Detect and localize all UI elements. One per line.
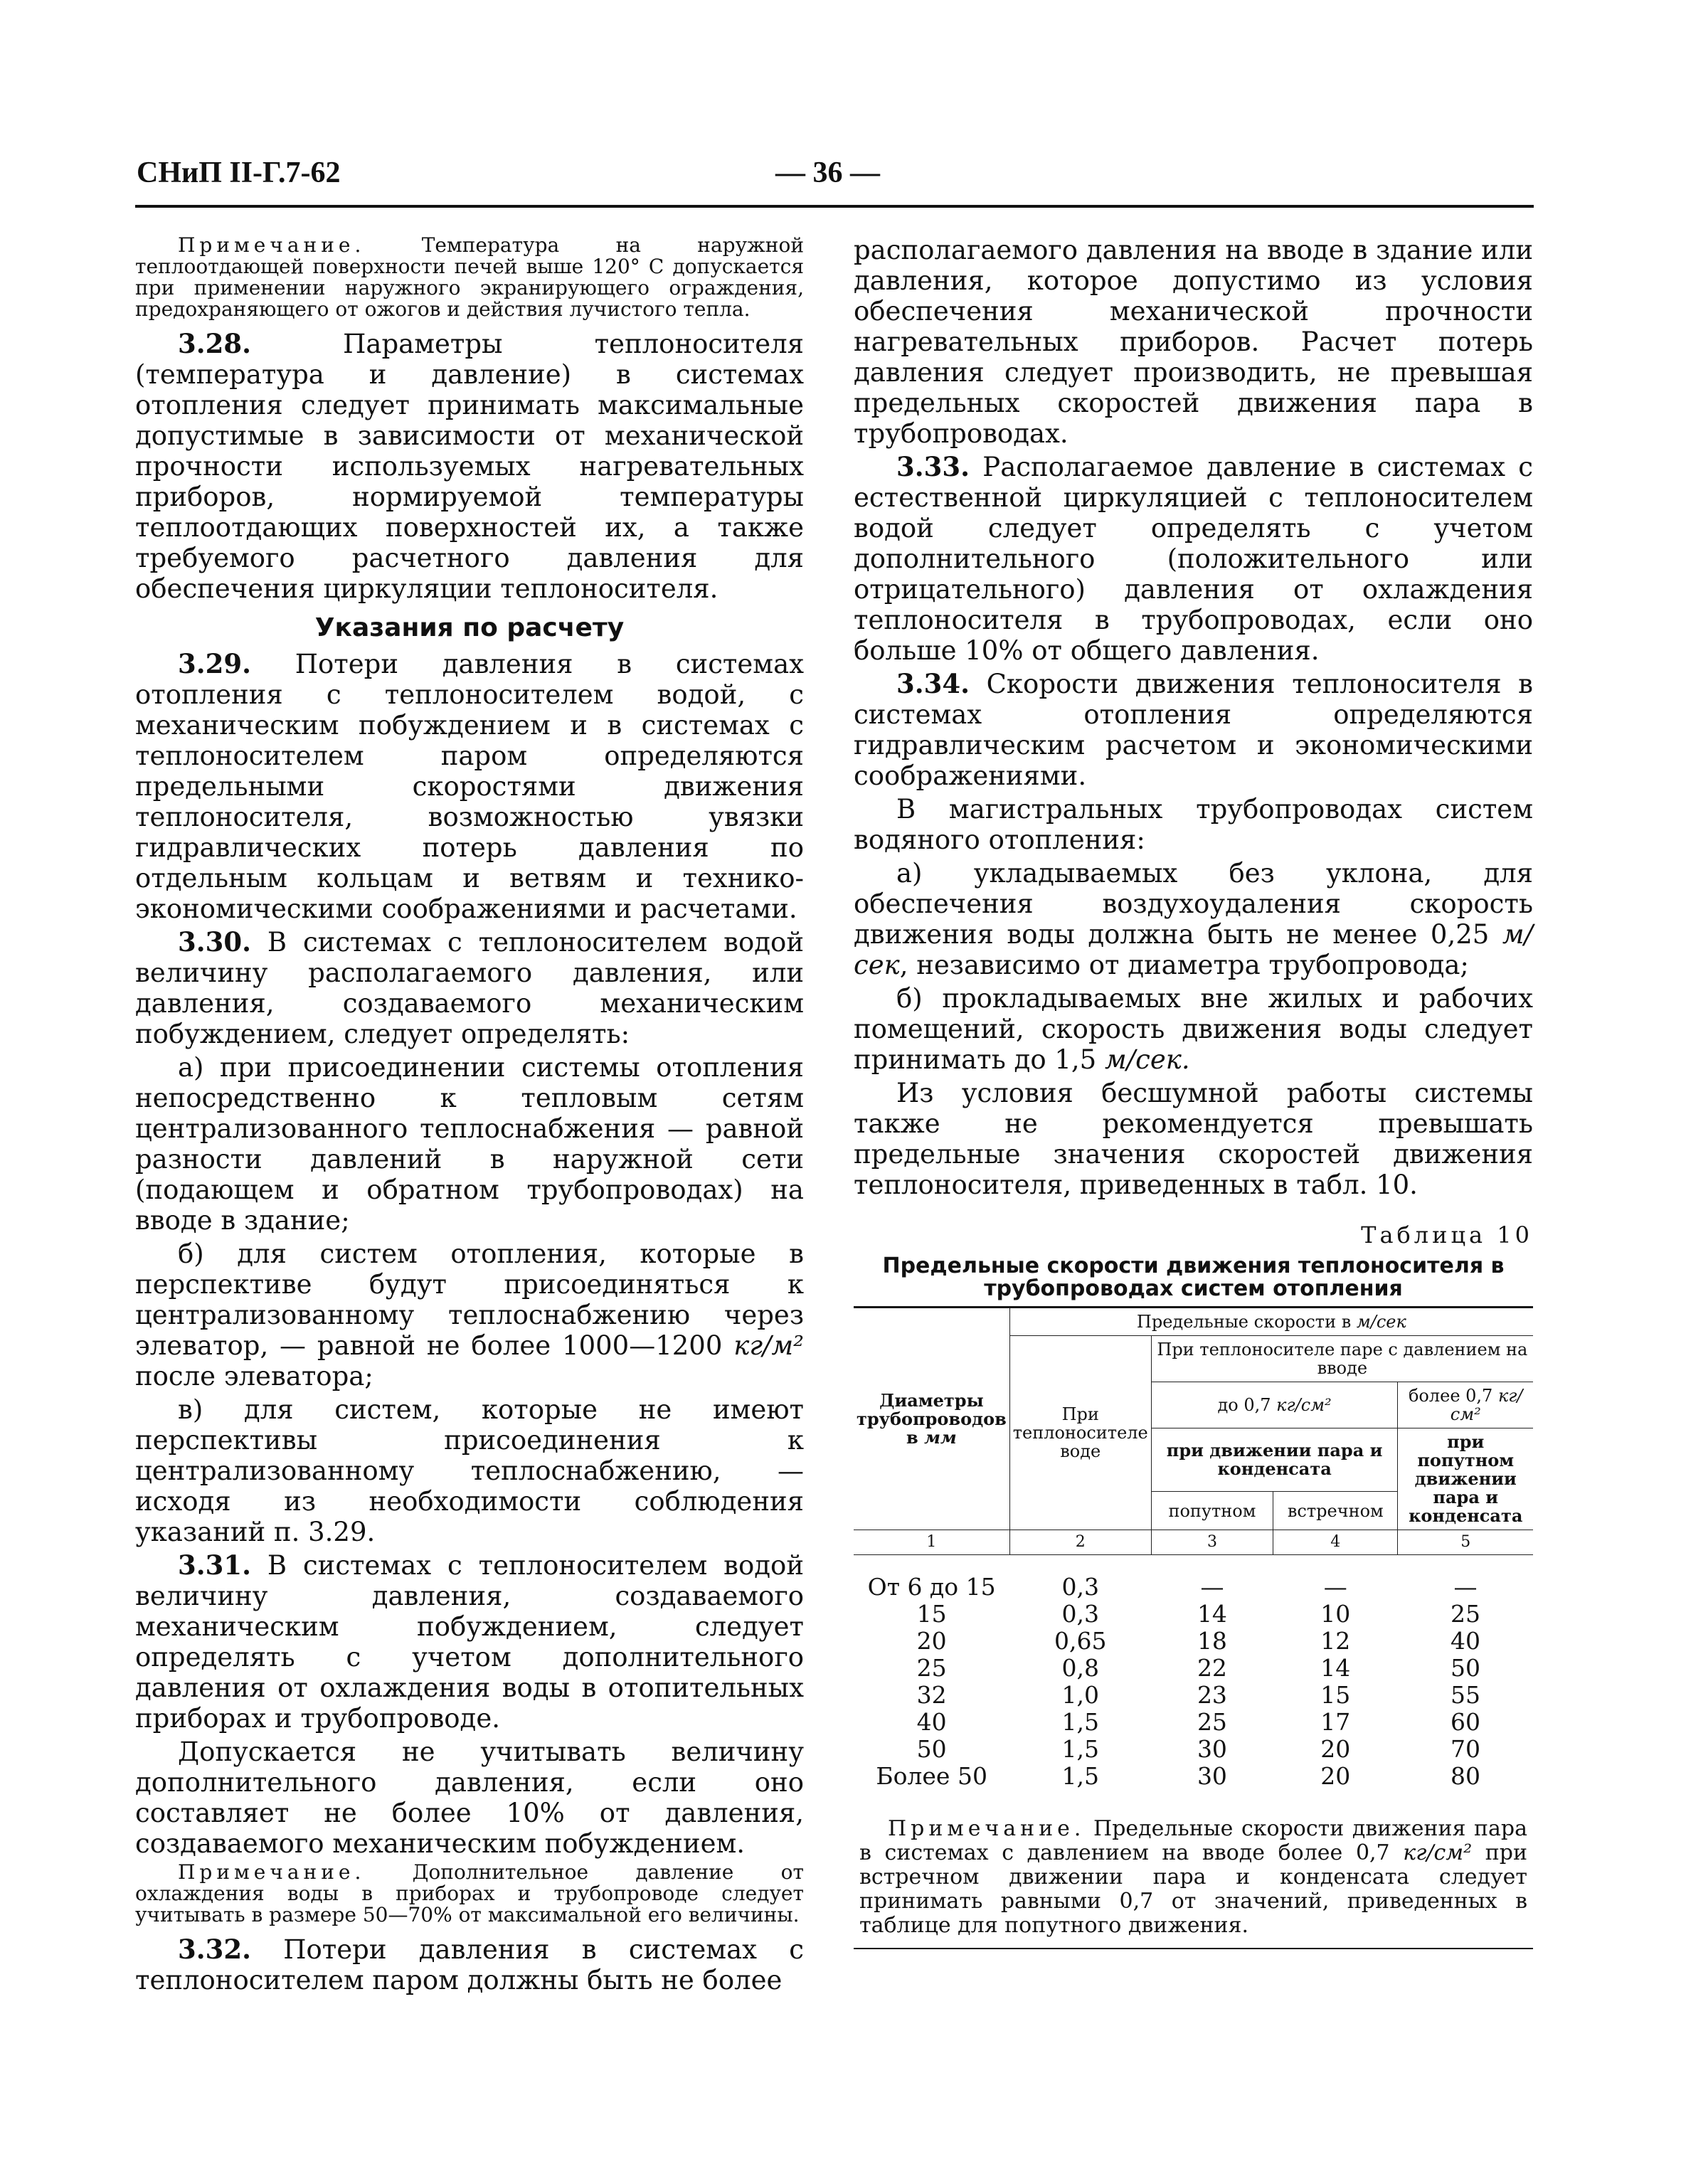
table-row xyxy=(854,1763,1533,1804)
table-cell: 17 xyxy=(1320,1708,1351,1736)
document-code: СНиП II-Г.7-62 xyxy=(137,157,341,189)
table-cell: Более 50 xyxy=(876,1762,987,1790)
table-row xyxy=(854,1682,1533,1709)
header-cocurrent: при попутном движении пара и конденсата xyxy=(1398,1428,1533,1530)
table-cell: 20 xyxy=(1320,1735,1351,1763)
clause-number: 3.33. xyxy=(896,451,970,482)
note-text: Предельные скорости движения пара в системах с давлением на вводе более 0,7 xyxy=(859,1816,1527,1865)
header-water: При теплоносителе воде xyxy=(1009,1336,1151,1530)
clause-text: В системах с теплоносителем водой величину располагаемого давления, или давления, создаваемого механическим побуждением, следует определять: xyxy=(135,927,804,1049)
paragraph-3-30-a: а) при присоединении системы отопления непосредственно к тепловым сетям централизованного теплоснабжения — равной разности давлений в наружной сети (подающем и обратном трубопроводах) на вводе в здание; xyxy=(135,1052,804,1236)
table-cell: 15 xyxy=(916,1600,947,1628)
table-cell: — xyxy=(1200,1573,1224,1601)
column-number: 3 xyxy=(1151,1530,1273,1555)
paragraph-3-29 xyxy=(135,649,804,924)
note-label: Примечание. xyxy=(178,233,366,257)
table-cell: 25 xyxy=(1450,1600,1480,1628)
column-number: 2 xyxy=(1009,1530,1151,1555)
table-cell: 1,5 xyxy=(1061,1735,1099,1763)
table-cell: 50 xyxy=(916,1735,947,1763)
column-number: 1 xyxy=(854,1530,1009,1555)
table-cell: 0,3 xyxy=(1061,1600,1099,1628)
paragraph-3-31 xyxy=(135,1550,804,1734)
note-additional-pressure xyxy=(135,1862,804,1926)
header-rule xyxy=(135,205,1534,208)
column-number: 4 xyxy=(1273,1530,1398,1555)
paragraph-3-32 xyxy=(135,1934,804,1995)
note-label: Примечание. xyxy=(178,1860,366,1884)
section-title: Указания по расчету xyxy=(314,613,625,642)
paragraph-3-32-continued: располагаемого давления на вводе в здание или давления, которое допустимо из условия обеспечения механической прочности нагревательных приборов. Расчет потерь давления следует производить, не превышая предельных скоростей движения пара в трубопроводах. xyxy=(854,235,1533,449)
paragraph-mains: В магистральных трубопроводах систем водяного отопления: xyxy=(854,794,1533,855)
table-row xyxy=(854,1601,1533,1628)
paragraph-3-34 xyxy=(854,669,1533,791)
table-cell: 32 xyxy=(916,1681,947,1709)
paragraph-additional-pressure: Допускается не учитывать величину дополнительного давления, если оно составляет не более 10% от давления, создаваемого механическим побуждением. xyxy=(135,1737,804,1859)
clause-text: Параметры теплоносителя (температура и давление) в системах отопления следует принимать максимальные допустимые в зависимости от механической прочности используемых нагревательных приборов, нормируемой температуры теплоотдающих поверхностей их, а также требуемого расчетного давления для обеспечения циркуляции теплоносителя. xyxy=(135,329,804,604)
header-counter: встречном xyxy=(1273,1492,1398,1530)
table-row xyxy=(854,1555,1533,1601)
table-cell: 1,5 xyxy=(1061,1708,1099,1736)
table-cell: 60 xyxy=(1450,1708,1480,1736)
paragraph-noise: Из условия бесшумной работы системы также не рекомендуется превышать предельные значения скоростей движения теплоносителя, приведенных в табл. 10. xyxy=(854,1078,1533,1200)
table-cell: 18 xyxy=(1197,1627,1227,1655)
page-number: — 36 — xyxy=(775,157,880,189)
table-cell: — xyxy=(1453,1573,1478,1601)
text-part: б) для систем отопления, которые в перспективе будут присоединяться к централизованному теплоснабжению через элеватор, — равной не более 1000—1200 xyxy=(135,1239,804,1361)
clause-text: Располагаемое давление в системах с естественной циркуляцией с теплоносителем водой следует определять с учетом дополнительного (положительного или отрицательного) давления от охлаждения теплоносителя в трубопроводах, если оно больше 10% от общего давления. xyxy=(854,452,1533,666)
note-heat-surface xyxy=(135,235,804,320)
paragraph-mains-a xyxy=(854,858,1533,980)
unit: м/сек xyxy=(854,919,1533,980)
header-steam: При теплоносителе паре с давлением на вводе xyxy=(1151,1336,1533,1382)
paragraph-mains-b xyxy=(854,983,1533,1075)
column-number: 5 xyxy=(1398,1530,1533,1555)
table-cell: 1,0 xyxy=(1061,1681,1099,1709)
table-note xyxy=(859,1817,1527,1938)
header-over-0-7: более 0,7 кг/см² xyxy=(1398,1382,1533,1428)
table-cell: 25 xyxy=(916,1654,947,1682)
header-along: попутном xyxy=(1151,1492,1273,1530)
table-cell: 80 xyxy=(1450,1762,1480,1790)
clause-number: 3.32. xyxy=(178,1934,251,1965)
paragraph-3-33 xyxy=(854,452,1533,666)
table-cell: 0,65 xyxy=(1054,1627,1107,1655)
table-row xyxy=(854,1628,1533,1655)
clause-number: 3.28. xyxy=(178,328,251,359)
clause-text: В системах с теплоносителем водой величину давления, создаваемого механическим побуждением, следует определять с учетом дополнительного давления от охлаждения воды в отопительных приборах и трубопроводе. xyxy=(135,1550,804,1734)
unit: кг/м² xyxy=(733,1330,804,1361)
table-cell: — xyxy=(1323,1573,1347,1601)
header-diameter: Диаметры трубопроводов в мм xyxy=(854,1308,1009,1530)
text-part: после элеватора; xyxy=(135,1361,373,1391)
clause-number: 3.31. xyxy=(178,1549,251,1581)
paragraph-3-28 xyxy=(135,329,804,604)
unit: кг/см² xyxy=(1403,1840,1473,1865)
paragraph-3-30-c: в) для систем, которые не имеют перспективы присоединения к централизованному теплоснабжению, — исходя из необходимости соблюдения указаний п. 3.29. xyxy=(135,1394,804,1547)
header-limit-velocities: Предельные скорости в м/сек xyxy=(1009,1308,1533,1336)
note-text: Дополнительное давление от охлаждения воды в приборах и трубопроводе следует учитывать в размере 50—70% от максимальной его величины. xyxy=(135,1860,804,1926)
text-part: б) прокладываемых вне жилых и рабочих помещений, скорость движения воды следует принимать до 1,5 xyxy=(854,983,1533,1075)
table-cell: 10 xyxy=(1320,1600,1351,1628)
table-cell: 40 xyxy=(916,1708,947,1736)
table-cell: 22 xyxy=(1197,1654,1227,1682)
table-cell: 12 xyxy=(1320,1627,1351,1655)
table-cell: От 6 до 15 xyxy=(867,1573,996,1601)
table-cell: 30 xyxy=(1197,1762,1227,1790)
paragraph-3-30-b xyxy=(135,1239,804,1391)
note-label: Примечание. xyxy=(888,1816,1086,1841)
table-row xyxy=(854,1655,1533,1682)
table-cell: 70 xyxy=(1450,1735,1480,1763)
table-row xyxy=(854,1709,1533,1736)
table-row xyxy=(854,1736,1533,1763)
table-cell: 14 xyxy=(1320,1654,1351,1682)
note-text: при встречном движении пара и конденсата следует принимать равными 0,7 от значений, приведенных в таблице для попутного движения. xyxy=(859,1840,1527,1938)
table-cell: 0,8 xyxy=(1061,1654,1099,1682)
table-cell: 0,3 xyxy=(1061,1573,1099,1601)
clause-number: 3.34. xyxy=(896,668,970,699)
text-part: , независимо от диаметра трубопровода; xyxy=(899,950,1469,980)
right-column xyxy=(854,235,1533,1949)
table-caption: Предельные скорости движения теплоносителя в трубопроводах систем отопления xyxy=(882,1253,1505,1301)
table-cell: 1,5 xyxy=(1061,1762,1099,1790)
clause-text: Потери давления в системах отопления с теплоносителем водой, с механическим побуждением и в системах с теплоносителем паром определяются предельными скоростями движения теплоносителя, возможностью увязки гидравлических потерь давления по отдельным кольцам и ветвям и технико-экономическими соображениями и расчетами. xyxy=(135,649,804,924)
table-cell: 20 xyxy=(916,1627,947,1655)
table-10 xyxy=(854,1306,1533,1949)
header-up-to-0-7: до 0,7 кг/см² xyxy=(1151,1382,1398,1428)
clause-text: Скорости движения теплоносителя в системах отопления определяются гидравлическим расчетом и экономическими соображениями. xyxy=(854,669,1533,791)
clause-number: 3.29. xyxy=(178,648,251,679)
table-cell: 55 xyxy=(1450,1681,1480,1709)
clause-text: Потери давления в системах с теплоносителем паром должны быть не более xyxy=(135,1934,804,1995)
table-cell: 15 xyxy=(1320,1681,1351,1709)
table-cell: 50 xyxy=(1450,1654,1480,1682)
clause-number: 3.30. xyxy=(178,926,251,958)
column-numbers-row xyxy=(854,1530,1533,1555)
table-cell: 23 xyxy=(1197,1681,1227,1709)
velocity-table xyxy=(854,1308,1533,1804)
header-movement: при движении пара и конденсата xyxy=(1151,1428,1398,1492)
left-column xyxy=(135,235,804,1998)
table-cell: 30 xyxy=(1197,1735,1227,1763)
table-cell: 14 xyxy=(1197,1600,1227,1628)
table-label: Таблица 10 xyxy=(1361,1221,1533,1249)
table-cell: 25 xyxy=(1197,1708,1227,1736)
unit: м/сек. xyxy=(1104,1044,1190,1075)
table-cell: 20 xyxy=(1320,1762,1351,1790)
note-text: Температура на наружной теплоотдающей поверхности печей выше 120° С допускается при применении наружного экранирующего ограждения, предохраняющего от ожогов и действия лучистого тепла. xyxy=(135,233,804,321)
paragraph-3-30 xyxy=(135,927,804,1049)
text-part: а) укладываемых без уклона, для обеспечения воздухоудаления скорость движения воды должна быть не менее 0,25 xyxy=(854,858,1533,950)
table-cell: 40 xyxy=(1450,1627,1480,1655)
